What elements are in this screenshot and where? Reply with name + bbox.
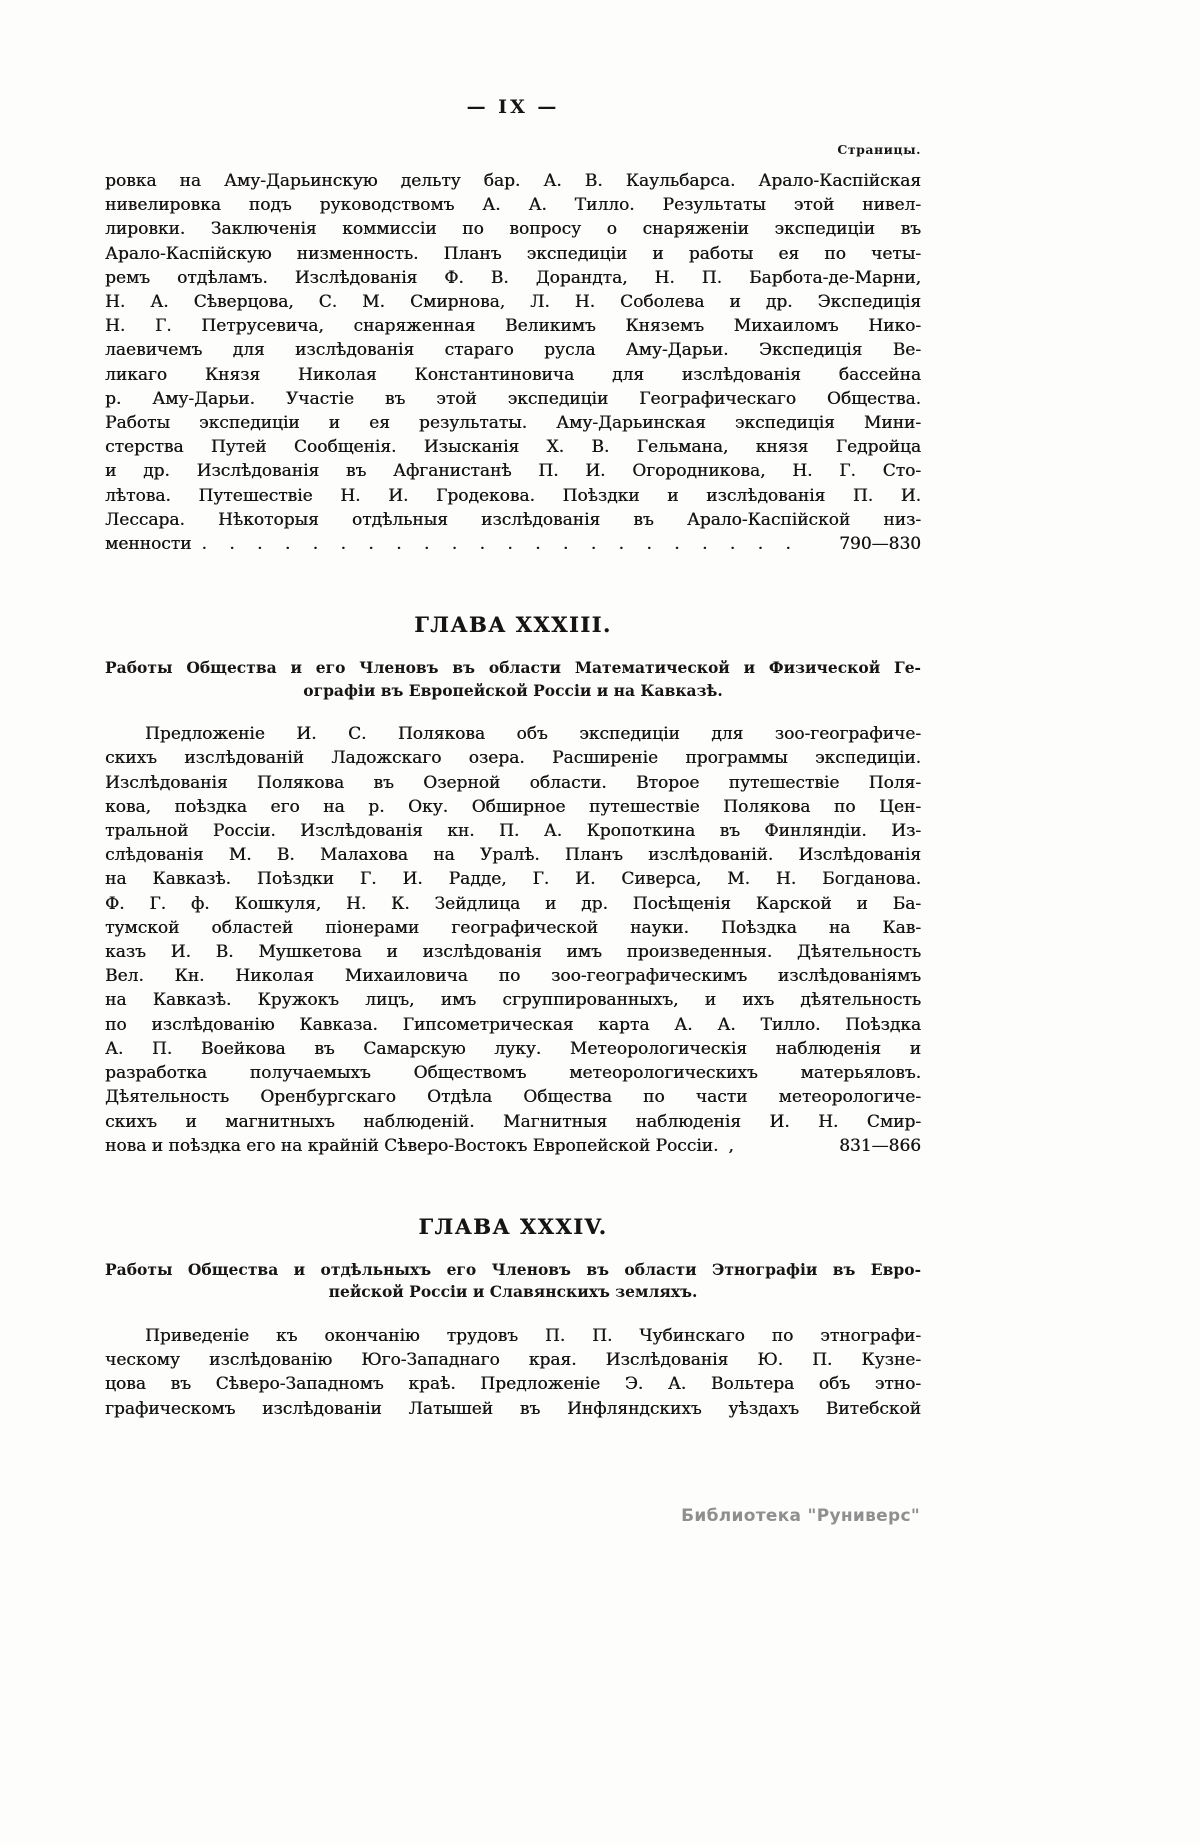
text-line: Приведеніе къ окончанію трудовъ П. П. Чубинскаго по этнографи- bbox=[145, 1325, 921, 1346]
text-line: ографіи въ Европейской Россіи и на Кавказѣ. bbox=[303, 680, 723, 700]
text-line: ликаго Князя Николая Константиновича для изслѣдованія бассейна bbox=[105, 364, 921, 385]
text-line: Работы Общества и его Членовъ въ области Математической и Физической Ге- bbox=[105, 658, 921, 678]
text-line: ремъ отдѣламъ. Изслѣдованія Ф. В. Дорандта, Н. П. Барбота-де-Марни, bbox=[105, 267, 921, 288]
page-range: 790—830 bbox=[839, 534, 921, 555]
text-line: тумской областей піонерами географической науки. Поѣздка на Кав- bbox=[105, 917, 921, 938]
text-line: графическомъ изслѣдованіи Латышей въ Инфляндскихъ уѣздахъ Витебской bbox=[105, 1398, 921, 1419]
toc-paragraph bbox=[105, 722, 921, 1133]
text-line: цова въ Сѣверо-Западномъ краѣ. Предложеніе Э. А. Вольтера объ этно- bbox=[105, 1374, 921, 1395]
text-line: р. Аму-Дарьи. Участіе въ этой экспедиціи Географическаго Общества. bbox=[105, 388, 921, 409]
text-line: ческому изслѣдованію Юго-Западнаго края. Изслѣдованія Ю. П. Кузне- bbox=[105, 1350, 921, 1371]
text-line: Ф. Г. ф. Кошкуля, Н. К. Зейдлица и др. Посѣщенія Карской и Ба- bbox=[105, 893, 921, 914]
text-line: лѣтова. Путешествіе Н. И. Гродекова. Поѣздки и изслѣдованія П. И. bbox=[105, 485, 921, 506]
text-line: кова, поѣздка его на р. Оку. Обширное путешествіе Полякова по Цен- bbox=[105, 796, 921, 817]
text-line: тральной Россіи. Изслѣдованія кн. П. А. Кропоткина въ Финляндіи. Из- bbox=[105, 821, 921, 842]
text-line: скихъ и магнитныхъ наблюденій. Магнитныя наблюденія И. Н. Смир- bbox=[105, 1111, 921, 1132]
text-line: Предложеніе И. С. Полякова объ экспедиціи для зоо-географиче- bbox=[145, 724, 921, 745]
text-line: скихъ изслѣдованій Ладожскаго озера. Расширеніе программы экспедиціи. bbox=[105, 748, 921, 769]
chapter-title: ГЛАВА XXXIV. bbox=[418, 1213, 608, 1239]
text-line: Работы экспедиціи и ея результаты. Аму-Дарьинская экспедиція Мини- bbox=[105, 413, 921, 434]
page-range: 831—866 bbox=[839, 1135, 921, 1156]
text-line: пейской Россіи и Славянскихъ земляхъ. bbox=[328, 1282, 698, 1302]
text-line: Вел. Кн. Николая Михаиловича по зоо-географическимъ изслѣдованіямъ bbox=[105, 966, 921, 987]
toc-paragraph bbox=[105, 1324, 921, 1421]
text-line: А. П. Воейкова въ Самарскую луку. Метеорологическія наблюденія и bbox=[105, 1038, 921, 1059]
text-line: Н. А. Сѣверцова, С. М. Смирнова, Л. Н. Соболева и др. Экспедиція bbox=[105, 292, 921, 313]
text-line: и др. Изслѣдованія въ Афганистанѣ П. И. Огородникова, Н. Г. Сто- bbox=[105, 461, 921, 482]
chapter-subtitle bbox=[105, 657, 921, 702]
text-line: разработка получаемыхъ Обществомъ метеорологическихъ матерьяловъ. bbox=[105, 1063, 921, 1084]
text-line: Изслѣдованія Полякова въ Озерной области. Второе путешествіе Поля- bbox=[105, 772, 921, 793]
text-line: Арало-Каспійскую низменность. Планъ экспедиціи и работы ея по четы- bbox=[105, 243, 921, 264]
text-line: Работы Общества и отдѣльныхъ его Членовъ въ области Этнографіи въ Евро- bbox=[105, 1259, 921, 1279]
text-line: Дѣятельность Оренбургскаго Отдѣла Общества по части метеорологиче- bbox=[105, 1087, 921, 1108]
chapter-title: ГЛАВА XXXIII. bbox=[414, 612, 612, 638]
text-line: на Кавказѣ. Кружокъ лицъ, имъ сгруппированныхъ, и ихъ дѣятельность bbox=[105, 990, 921, 1011]
toc-tail-row bbox=[105, 1134, 921, 1158]
text-line: по изслѣдованію Кавказа. Гипсометрическая карта А. А. Тилло. Поѣздка bbox=[105, 1014, 921, 1035]
toc-tail-text: менности bbox=[105, 534, 192, 555]
toc-entry-chapter-34 bbox=[105, 1214, 921, 1421]
dot-leader: , bbox=[728, 1135, 734, 1156]
toc-tail-text: нова и поѣздка его на крайній Сѣверо-Востокъ Европейской Россіи. bbox=[105, 1135, 719, 1156]
text-line: лировки. Заключенія коммиссіи по вопросу о снаряженіи экспедиціи въ bbox=[105, 219, 921, 240]
text-line: Н. Г. Петрусевича, снаряженная Великимъ Княземъ Михаиломъ Нико- bbox=[105, 316, 921, 337]
text-line: на Кавказѣ. Поѣздки Г. И. Радде, Г. И. Сиверса, М. Н. Богданова. bbox=[105, 869, 921, 890]
toc-paragraph bbox=[105, 169, 921, 532]
text-line: ровка на Аму-Дарьинскую дельту бар. А. В. Каульбарса. Арало-Каспійская bbox=[105, 171, 921, 191]
toc-entry-continuation bbox=[105, 169, 921, 556]
text-line: Лессара. Нѣкоторыя отдѣльныя изслѣдованія въ Арало-Каспійской низ- bbox=[105, 509, 921, 530]
text-line: нивелировка подъ руководствомъ А. А. Тилло. Результаты этой нивел- bbox=[105, 195, 921, 216]
toc-tail-row bbox=[105, 532, 921, 556]
dot-leader: . . . . . . . . . . . . . . . . . . . . . . bbox=[201, 534, 791, 555]
library-watermark: Библиотека "Руниверс" bbox=[681, 1506, 920, 1526]
page-number-header: — IX — bbox=[466, 96, 560, 118]
text-line: стерства Путей Сообщенія. Изысканія Х. В. Гельмана, князя Гедройца bbox=[105, 437, 921, 458]
text-line: слѣдованія М. В. Малахова на Уралѣ. Планъ изслѣдованій. Изслѣдованія bbox=[105, 845, 921, 866]
chapter-subtitle bbox=[105, 1259, 921, 1304]
text-line: лаевичемъ для изслѣдованія стараго русла Аму-Дарьи. Экспедиція Ве- bbox=[105, 340, 921, 361]
pages-column-label: Страницы. bbox=[837, 142, 921, 157]
toc-page bbox=[105, 96, 921, 1421]
text-line: казъ И. В. Мушкетова и изслѣдованія имъ произведенныя. Дѣятельность bbox=[105, 942, 921, 963]
toc-entry-chapter-33 bbox=[105, 612, 921, 1158]
